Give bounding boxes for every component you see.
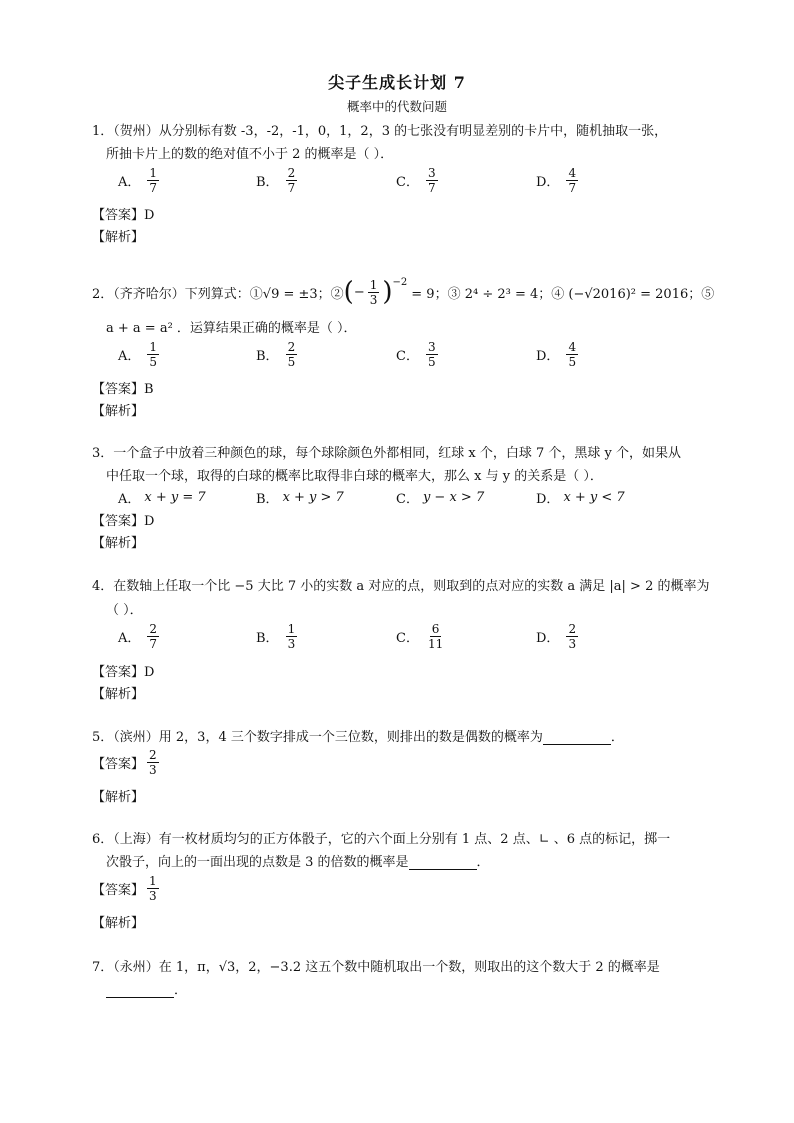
- q1-answer: 【答案】D: [92, 208, 155, 223]
- q3-analysis: 【解析】: [92, 536, 145, 551]
- q1-option-a: A． $\frac{1}{7}$: [118, 166, 158, 195]
- q7-answer-blank: [106, 983, 174, 998]
- q1-option-c: C． $\frac{3}{7}$: [396, 166, 436, 195]
- q2-exponent: −2: [392, 276, 408, 288]
- q3-option-b: B． x + y > 7: [256, 490, 344, 507]
- q4-option-b: B． $\frac{1}{3}$: [256, 622, 296, 651]
- q3-text-line2: 中任取一个球，取得的白球的概率比取得非白球的概率大，那么 x 与 y 的关系是（ ）．: [106, 469, 603, 484]
- q2-answer: 【答案】B: [92, 382, 154, 397]
- q1-option-b: B． $\frac{2}{7}$: [256, 166, 296, 195]
- page-title: 尖子生成长计划 7: [328, 73, 466, 92]
- q7-text-line2: ．: [106, 979, 187, 998]
- q5-analysis: 【解析】: [92, 790, 145, 805]
- q6-text-line2: 次骰子，向上的一面出现的点数是 3 的倍数的概率是 ．: [106, 855, 490, 870]
- q6-answer: 【答案】 $\frac{1}{3}$: [92, 874, 157, 903]
- q1-option-b-fraction: $\frac{2}{7}$: [287, 166, 296, 195]
- q4-text-line2: （ ）．: [106, 603, 143, 618]
- q3-option-d: D． x + y < 7: [536, 490, 625, 507]
- q1-option-a-fraction: $\frac{1}{7}$: [149, 166, 158, 195]
- q1-text-line2: 所抽卡片上的数的绝对值不小于 2 的概率是（ ）．: [106, 147, 394, 162]
- q4-option-a: A． $\frac{2}{7}$: [118, 622, 158, 651]
- q6-analysis: 【解析】: [92, 916, 145, 931]
- q2-option-a: A． $\frac{1}{5}$: [118, 340, 158, 369]
- q6-answer-blank: [409, 855, 477, 870]
- q4-option-c: C． $\frac{6}{11}$: [396, 622, 444, 651]
- q2-option-d: D． $\frac{4}{5}$: [536, 340, 577, 369]
- q2-inner-fraction: $\frac{1}{3}$: [369, 277, 378, 307]
- q2-option-c: C． $\frac{3}{5}$: [396, 340, 436, 369]
- q5-text-line1: 5．（滨州）用 2，3，4 三个数字排成一个三位数，则排出的数是偶数的概率为 ．: [92, 730, 624, 745]
- q2-text-line2: a + a = a² ．运算结果正确的概率是（ ）．: [106, 321, 357, 336]
- q2-left-paren: (: [343, 277, 354, 307]
- q4-option-d: D． $\frac{2}{3}$: [536, 622, 577, 651]
- q4-answer: 【答案】D: [92, 665, 155, 680]
- q2-analysis: 【解析】: [92, 404, 145, 419]
- page-subtitle: 概率中的代数问题: [346, 99, 447, 114]
- q2-right-paren: ): [382, 277, 393, 307]
- q5-answer-blank: [543, 730, 611, 745]
- q3-option-c: C． y − x > 7: [396, 490, 485, 507]
- q2-text-line1: 2．（齐齐哈尔）下列算式：① √9 = ±3；② ( − $\frac{1}{3}$ ) $^{-2}$ = 9；③ 2⁴ ÷ 2³ = 4；④ (−√2016)² = 2016；⑤: [92, 276, 715, 307]
- q2-option-b: B． $\frac{2}{5}$: [256, 340, 296, 369]
- q1-text-line1: 1．（贺州）从分别标有数 -3，-2，-1，0，1，2，3 的七张没有明显差别的卡片中，随机抽取一张，: [92, 124, 668, 139]
- q1-analysis: 【解析】: [92, 230, 145, 245]
- q3-answer: 【答案】D: [92, 514, 155, 529]
- q3-text-line1: 3．一个盒子中放着三种颜色的球，每个球除颜色外都相同，红球 x 个，白球 7 个，黑球 y 个，如果从: [92, 446, 682, 461]
- q1-option-d: D． $\frac{4}{7}$: [536, 166, 577, 195]
- q5-answer-fraction: $\frac{2}{3}$: [149, 748, 157, 777]
- q6-answer-fraction: $\frac{1}{3}$: [149, 874, 157, 903]
- q6-text-line1: 6．（上海）有一枚材质均匀的正方体骰子，它的六个面上分别有 1 点、2 点、∟ 、6 点的标记，掷一: [92, 832, 671, 847]
- q1-option-c-fraction: $\frac{3}{7}$: [427, 166, 436, 195]
- q3-option-a: A． x + y = 7: [118, 490, 206, 507]
- q7-text-line1: 7．（永州）在 1，π，√3，2，−3.2 这五个数中随机取出一个数，则取出的这个数大于 2 的概率是: [92, 960, 660, 975]
- q4-analysis: 【解析】: [92, 687, 145, 702]
- q1-option-d-fraction: $\frac{4}{7}$: [568, 166, 577, 195]
- q4-text-line1: 4．在数轴上任取一个比 −5 大比 7 小的实数 a 对应的点，则取到的点对应的实数 a 满足 |a| > 2 的概率为: [92, 579, 710, 594]
- q5-answer: 【答案】 $\frac{2}{3}$: [92, 748, 157, 777]
